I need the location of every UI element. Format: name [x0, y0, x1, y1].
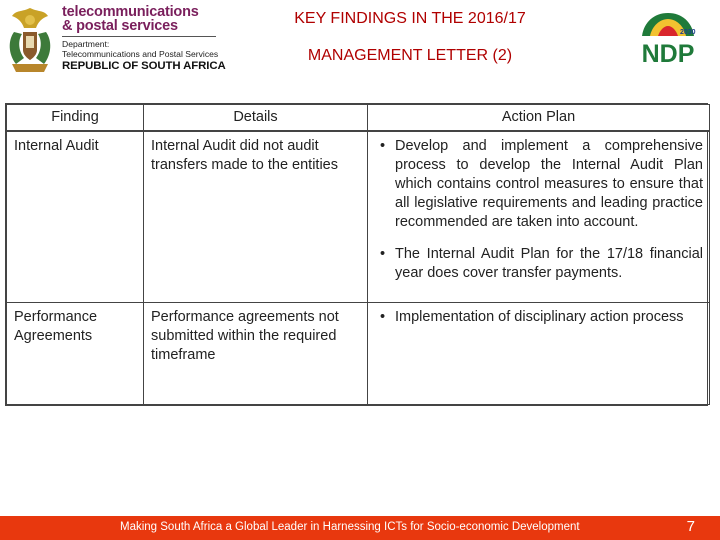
header-details: Details [144, 105, 368, 131]
table-row [7, 131, 710, 303]
finding-cell: Internal Audit [7, 131, 144, 303]
table-row [7, 303, 710, 405]
logo-line-1: telecommunications [62, 4, 199, 20]
ndp-text: NDP [641, 40, 695, 68]
logo-department-label: Department: [62, 39, 110, 49]
ndp-logo [638, 10, 698, 68]
department-logo [2, 2, 226, 76]
footer-slogan: Making South Africa a Global Leader in Harnessing ICTs for Socio-economic Development [120, 521, 580, 533]
finding-cell: Performance Agreements [7, 303, 144, 405]
findings-table [5, 103, 708, 406]
action-plan-cell [368, 303, 710, 405]
page-number: 7 [686, 518, 695, 535]
coat-of-arms-icon [4, 6, 56, 74]
page-title-line-1: KEY FINDINGS IN THE 2016/17 [294, 10, 526, 27]
logo-country: REPUBLIC OF SOUTH AFRICA [62, 60, 226, 72]
header-finding: Finding [7, 105, 144, 131]
header-action-plan: Action Plan [368, 105, 710, 131]
details-cell: Internal Audit did not audit transfers made to the entities [144, 131, 368, 303]
ndp-year: 2030 [680, 29, 696, 36]
action-item: • The Internal Audit Plan for the 17/18 financial year does cover transfer payments. [375, 245, 703, 283]
logo-divider [62, 36, 216, 37]
action-item: • Implementation of disciplinary action process [375, 308, 703, 327]
action-item: • Develop and implement a comprehensive process to develop the Internal Audit Plan which contains control measures to ensure that all legislative requirements and leading practice recommended are taken into account. [375, 137, 703, 233]
details-cell: Performance agreements not submitted within the required timeframe [144, 303, 368, 405]
footer-bar [0, 516, 720, 540]
action-plan-cell [368, 131, 710, 303]
table-header-row [7, 105, 710, 131]
logo-department-name: Telecommunications and Postal Services [62, 49, 219, 59]
logo-line-2: & postal services [62, 18, 178, 34]
page-title-line-2: MANAGEMENT LETTER (2) [307, 47, 513, 64]
